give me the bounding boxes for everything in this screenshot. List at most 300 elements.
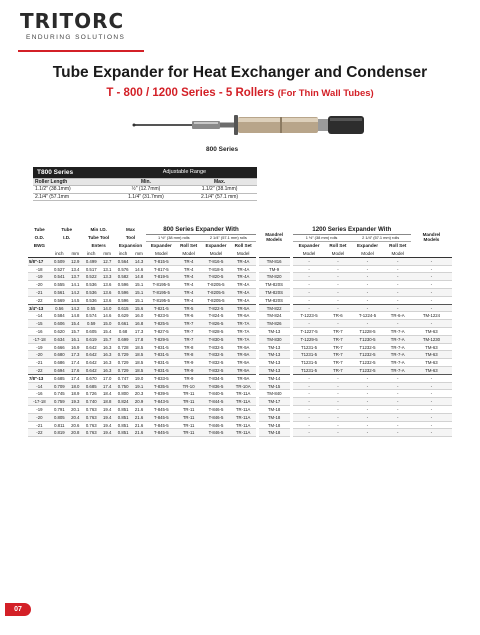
hdr-rollset: Roll Set <box>325 242 350 250</box>
table-cell: 14.6 <box>132 265 147 273</box>
table-cell: T-829-5 <box>146 335 176 343</box>
t800-title: T800 Series <box>33 167 110 178</box>
table-cell: 0.596 <box>115 281 132 289</box>
table-cell: TR-4 <box>176 257 201 265</box>
table-cell: - <box>350 390 384 398</box>
hdr-800-rolls-57: 2 1/4" (57.1 mm) rolls <box>201 234 257 242</box>
tube-expander-tool-image <box>130 112 370 138</box>
table-cell: - <box>385 296 411 304</box>
table-row <box>28 265 452 273</box>
table-cell: 0.634 <box>51 335 68 343</box>
table-cell: 0.582 <box>115 273 132 281</box>
table-cell: T-846-5 <box>201 406 231 414</box>
row-size-cell: -22 <box>28 367 51 375</box>
table-cell: 0.564 <box>115 257 132 265</box>
table-row <box>28 398 452 406</box>
table-cell: - <box>325 296 350 304</box>
table-cell: 0.709 <box>51 382 68 390</box>
table-row <box>28 359 452 367</box>
hdr-enters: Enters <box>83 242 115 250</box>
table-cell: TM-820S <box>257 289 291 297</box>
hdr-blank <box>257 250 291 258</box>
table-cell: TR-11 <box>176 429 201 437</box>
row-size-cell: -22 <box>28 296 51 304</box>
table-row <box>28 335 452 343</box>
table-cell: - <box>385 265 411 273</box>
table-cell: T-815-5 <box>146 257 176 265</box>
table-cell: - <box>411 296 452 304</box>
table-cell: 19.1 <box>132 382 147 390</box>
table-cell: 0.729 <box>115 367 132 375</box>
row-size-cell: -17-18 <box>28 398 51 406</box>
table-cell: - <box>291 296 325 304</box>
table-cell: - <box>325 406 350 414</box>
hdr-800-rolls-38: 1 ½" (38 mm) rolls <box>146 234 201 242</box>
table-cell: T-843-5 <box>146 398 176 406</box>
table-cell: TR-10 <box>176 382 201 390</box>
table-cell: T-8205-5 <box>201 281 231 289</box>
table-cell: - <box>291 304 325 312</box>
table-cell: - <box>350 265 384 273</box>
table-cell: T-820-5 <box>201 273 231 281</box>
table-cell: 16.3 <box>100 367 115 375</box>
table-cell: - <box>385 257 411 265</box>
table-row <box>28 328 452 336</box>
table-row <box>28 296 452 304</box>
table-cell: TR-7-A <box>385 367 411 375</box>
table-cell: TM-63 <box>411 328 452 336</box>
table-cell: T1231-5 <box>291 343 325 351</box>
table-cell: 0.670 <box>83 374 100 382</box>
table-cell: - <box>350 273 384 281</box>
hdr-expander: Expander <box>350 242 384 250</box>
table-cell: T-827-5 <box>146 328 176 336</box>
row-size-cell: -20 <box>28 351 51 359</box>
table-cell: 0.576 <box>115 265 132 273</box>
hdr-model: Model <box>350 250 384 258</box>
table-cell: - <box>350 304 384 312</box>
table-cell: T1232-5 <box>350 359 384 367</box>
table-cell: 18.5 <box>132 351 147 359</box>
row-size-cell: -21 <box>28 359 51 367</box>
table-cell: - <box>411 413 452 421</box>
table-cell: 20.6 <box>68 421 83 429</box>
table-cell: TM-18 <box>257 406 291 414</box>
table-cell: - <box>411 320 452 328</box>
table-cell: - <box>385 429 411 437</box>
table-cell: 13.7 <box>68 273 83 281</box>
hdr-800-group: 800 Series Expander With <box>146 225 257 234</box>
table-cell: T-822-5 <box>201 304 231 312</box>
table-cell: TM-820S <box>257 296 291 304</box>
table-cell: TR-4 <box>176 296 201 304</box>
row-size-cell: 3/4"-13 <box>28 304 51 312</box>
table-cell: - <box>385 413 411 421</box>
table-cell: 14.2 <box>68 304 83 312</box>
table-cell: 21.6 <box>132 413 147 421</box>
table-cell: TR-4A <box>231 281 257 289</box>
table-cell: 0.685 <box>83 382 100 390</box>
row-size-cell: -19 <box>28 273 51 281</box>
table-cell: TR-7 <box>176 328 201 336</box>
table-cell: 15.4 <box>100 328 115 336</box>
table-cell: TM-822 <box>257 304 291 312</box>
hdr-blank <box>411 250 452 258</box>
table-cell: - <box>325 413 350 421</box>
table-cell: 0.680 <box>51 351 68 359</box>
row-size-cell: -19 <box>28 343 51 351</box>
table-cell: - <box>350 296 384 304</box>
table-cell: 0.619 <box>83 335 100 343</box>
hdr-unit-inch: inch <box>83 250 100 258</box>
table-cell: 15.7 <box>68 328 83 336</box>
table-cell: T-8195-5 <box>146 289 176 297</box>
hdr-min-id: Min I.D. <box>83 225 115 234</box>
hdr-unit-inch: inch <box>115 250 132 258</box>
table-cell: 13.6 <box>100 296 115 304</box>
hdr-expander: Expander <box>146 242 176 250</box>
table-cell: 18.8 <box>100 398 115 406</box>
table-cell: TR-9 <box>176 374 201 382</box>
table-cell: 19.4 <box>100 406 115 414</box>
table-cell: 0.851 <box>115 421 132 429</box>
table-cell: 14.1 <box>68 281 83 289</box>
table-row <box>28 304 452 312</box>
table-cell: 0.750 <box>115 382 132 390</box>
table-cell: 13.6 <box>100 281 115 289</box>
hdr-expansion: Expansion <box>115 242 147 250</box>
table-cell: 0.747 <box>115 374 132 382</box>
table-cell: T-8205-5 <box>201 289 231 297</box>
table-cell: TR-11A <box>231 406 257 414</box>
table-cell: T-818-5 <box>201 265 231 273</box>
table-cell: 16.3 <box>100 351 115 359</box>
table-cell: 17.3 <box>132 328 147 336</box>
table-cell: 17.6 <box>68 367 83 375</box>
table-cell: 0.629 <box>115 312 132 320</box>
table-cell: T-846-5 <box>201 429 231 437</box>
table-cell: T-823-5 <box>146 312 176 320</box>
table-cell: 0.791 <box>51 406 68 414</box>
table-cell: - <box>411 382 452 390</box>
hdr-bwg: BWG <box>28 242 51 250</box>
table-cell: - <box>325 398 350 406</box>
table-cell: T-834-5 <box>201 374 231 382</box>
table-cell: 0.800 <box>115 390 132 398</box>
table-cell: T-831-5 <box>146 367 176 375</box>
table-cell: - <box>411 265 452 273</box>
table-cell: - <box>325 257 350 265</box>
t800-header-max: Max. <box>182 178 257 186</box>
table-cell: TM-18 <box>257 429 291 437</box>
table-cell: 16.0 <box>132 312 147 320</box>
hdr-model: Model <box>146 250 176 258</box>
row-size-cell: -21 <box>28 421 51 429</box>
hdr-blank <box>28 250 51 258</box>
row-size-cell: -15 <box>28 320 51 328</box>
table-cell: TR-11A <box>231 429 257 437</box>
hdr-tube-tool: Tube Tool <box>83 234 115 242</box>
table-cell: T-831-5 <box>146 359 176 367</box>
t800-range-table <box>33 167 257 201</box>
table-cell: TM-18 <box>257 413 291 421</box>
table-cell: TM-840 <box>257 390 291 398</box>
table-cell: 13.4 <box>68 265 83 273</box>
row-size-cell: -20 <box>28 413 51 421</box>
table-cell: TR-7 <box>325 359 350 367</box>
table-cell: 0.819 <box>51 429 68 437</box>
table-cell: 0.596 <box>115 296 132 304</box>
brand-logo <box>20 10 142 50</box>
table-cell: - <box>325 429 350 437</box>
table-cell: 0.763 <box>83 406 100 414</box>
table-cell: 0.561 <box>51 289 68 297</box>
table-cell: 0.811 <box>51 421 68 429</box>
table-cell: 0.661 <box>115 320 132 328</box>
table-cell: T1228-5 <box>350 328 384 336</box>
table-cell: TR-4 <box>176 273 201 281</box>
subtitle-series: T - 800 / 1200 Series - 5 Rollers <box>106 87 275 99</box>
table-row <box>28 367 452 375</box>
hdr-model: Model <box>291 250 325 258</box>
table-cell: TR-11A <box>231 421 257 429</box>
table-row <box>28 273 452 281</box>
table-cell: T-830-5 <box>201 335 231 343</box>
table-cell: 18.5 <box>132 367 147 375</box>
hdr-1200-rolls-57: 2 1/4" (57.1 mm) rolls <box>350 234 410 242</box>
table-cell: T-816-5 <box>201 257 231 265</box>
table-cell: 0.584 <box>51 312 68 320</box>
table-row <box>28 390 452 398</box>
hdr-mandrel-label: Mandrel <box>422 232 441 238</box>
subtitle-note: (For Thin Wall Tubes) <box>277 88 374 99</box>
table-cell: 0.745 <box>51 390 68 398</box>
table-cell: 0.851 <box>115 413 132 421</box>
hdr-model: Model <box>176 250 201 258</box>
table-cell: TM-13 <box>257 351 291 359</box>
table-cell: 0.517 <box>83 265 100 273</box>
table-cell: 20.3 <box>132 390 147 398</box>
hdr-model: Model <box>325 250 350 258</box>
table-cell: TM-15 <box>257 382 291 390</box>
table-cell: 18.9 <box>68 390 83 398</box>
table-cell: 21.6 <box>132 421 147 429</box>
table-cell: 13.3 <box>100 273 115 281</box>
table-cell: TM-826 <box>257 320 291 328</box>
table-cell: TR-11 <box>176 406 201 414</box>
table-cell: T-835-5 <box>146 382 176 390</box>
table-cell: 15.7 <box>100 335 115 343</box>
table-cell: 0.555 <box>51 281 68 289</box>
table-cell: T1232-5 <box>350 351 384 359</box>
table-cell: - <box>291 320 325 328</box>
row-size-cell: 5/8"-17 <box>28 257 51 265</box>
table-cell: TR-7 <box>325 335 350 343</box>
table-cell: TR-5A <box>231 304 257 312</box>
table-cell: - <box>291 382 325 390</box>
table-row <box>28 281 452 289</box>
table-cell: T-8205-5 <box>201 296 231 304</box>
table-cell: T-832-5 <box>201 343 231 351</box>
table-cell: 0.522 <box>83 273 100 281</box>
table-cell: - <box>350 281 384 289</box>
hdr-tool: Tool <box>115 234 147 242</box>
table-cell: T-839-5 <box>146 390 176 398</box>
table-cell: TM-63 <box>411 343 452 351</box>
hdr-models-label: Models <box>266 237 283 243</box>
table-cell: 14.2 <box>68 289 83 297</box>
table-cell: 17.4 <box>100 382 115 390</box>
table-cell: TM-63 <box>411 359 452 367</box>
table-cell: 14.6 <box>100 312 115 320</box>
table-cell: TR-4 <box>176 281 201 289</box>
hdr-mandrel-1200 <box>411 225 452 250</box>
table-cell: TR-6-A <box>385 312 411 320</box>
table-cell: 16.8 <box>132 320 147 328</box>
table-cell: T1231-5 <box>291 351 325 359</box>
table-cell: T-1223-5 <box>291 312 325 320</box>
table-cell: 0.615 <box>115 304 132 312</box>
t800-header-min: Min. <box>110 178 182 186</box>
table-cell: TR-11A <box>231 413 257 421</box>
t800-cell: 2.1/4" (57.1mm <box>33 193 110 201</box>
table-cell: 0.642 <box>83 359 100 367</box>
table-cell: TM-13 <box>257 343 291 351</box>
table-cell: 15.1 <box>132 281 147 289</box>
table-cell: 0.499 <box>83 257 100 265</box>
table-cell: T-840-5 <box>201 390 231 398</box>
page-number: 07 <box>5 603 31 616</box>
table-cell: - <box>385 289 411 297</box>
table-cell: 14.8 <box>68 312 83 320</box>
table-cell: - <box>350 289 384 297</box>
table-cell: TR-7A <box>231 335 257 343</box>
table-cell: 20.1 <box>68 406 83 414</box>
row-size-cell: -16 <box>28 390 51 398</box>
table-cell: TR-9A <box>231 343 257 351</box>
table-cell: - <box>325 273 350 281</box>
table-cell: 18.5 <box>132 343 147 351</box>
table-cell: TM-13 <box>257 367 291 375</box>
table-cell: T1231-5 <box>291 359 325 367</box>
table-cell: T1232-5 <box>350 343 384 351</box>
table-cell: 0.824 <box>115 398 132 406</box>
table-cell: - <box>325 281 350 289</box>
row-size-cell: -16 <box>28 328 51 336</box>
table-cell: 14.3 <box>132 257 147 265</box>
table-cell: 21.6 <box>132 429 147 437</box>
table-cell: - <box>385 406 411 414</box>
table-cell: TR-11 <box>176 413 201 421</box>
hdr-model: Model <box>231 250 257 258</box>
table-cell: 0.685 <box>51 374 68 382</box>
table-row <box>28 421 452 429</box>
table-cell: - <box>291 429 325 437</box>
row-size-cell: -14 <box>28 382 51 390</box>
table-cell: TM-820S <box>257 281 291 289</box>
hdr-1200-group: 1200 Series Expander With <box>291 225 411 234</box>
table-cell: 16.3 <box>100 343 115 351</box>
table-cell: T1231-5 <box>291 367 325 375</box>
table-cell: 13.6 <box>100 289 115 297</box>
table-cell: T-832-5 <box>201 359 231 367</box>
table-cell: 0.541 <box>51 273 68 281</box>
table-cell: - <box>385 382 411 390</box>
table-cell: - <box>291 265 325 273</box>
brand-tagline: ENDURING SOLUTIONS <box>26 34 126 41</box>
table-cell: TM-13 <box>257 359 291 367</box>
table-cell: 0.59 <box>83 320 100 328</box>
table-cell: TM-816 <box>257 257 291 265</box>
table-cell: - <box>291 413 325 421</box>
table-cell: - <box>385 320 411 328</box>
table-cell: TM-820 <box>257 273 291 281</box>
table-cell: 0.536 <box>83 296 100 304</box>
table-cell: 18.0 <box>68 382 83 390</box>
table-cell: 18.4 <box>100 390 115 398</box>
hdr-unit-mm: mm <box>100 250 115 258</box>
table-cell: 0.606 <box>51 320 68 328</box>
table-cell: 15.0 <box>100 320 115 328</box>
table-cell: - <box>291 289 325 297</box>
hdr-unit-mm: mm <box>68 250 83 258</box>
table-cell: 17.0 <box>100 374 115 382</box>
table-cell: 0.642 <box>83 367 100 375</box>
table-row <box>28 257 452 265</box>
t800-cell: 1.1/4" (31.7mm) <box>110 193 182 201</box>
table-cell: TR-7-A <box>385 351 411 359</box>
table-cell: 0.699 <box>115 335 132 343</box>
table-cell: T-845-5 <box>146 421 176 429</box>
table-cell: TM-830 <box>257 335 291 343</box>
table-cell: TR-7 <box>176 335 201 343</box>
table-row <box>28 413 452 421</box>
table-cell: T-836-5 <box>201 382 231 390</box>
table-cell: TR-4A <box>231 289 257 297</box>
table-cell: T-8195-5 <box>146 281 176 289</box>
table-cell: - <box>291 273 325 281</box>
table-cell: 0.509 <box>51 257 68 265</box>
table-cell: 16.1 <box>68 335 83 343</box>
t800-cell: ½" (12.7mm) <box>110 186 182 194</box>
table-cell: - <box>325 390 350 398</box>
table-cell: 20.4 <box>68 413 83 421</box>
table-cell: TR-4 <box>176 289 201 297</box>
table-cell: - <box>325 289 350 297</box>
table-cell: 0.729 <box>115 351 132 359</box>
table-cell: - <box>411 281 452 289</box>
table-cell: T-845-5 <box>146 413 176 421</box>
table-cell: TR-9A <box>231 359 257 367</box>
table-cell: - <box>350 374 384 382</box>
brand-name: TRITORC <box>20 9 125 33</box>
table-cell: T-8195-5 <box>146 296 176 304</box>
hdr-models-label: Models <box>423 237 440 243</box>
table-cell: TM-14 <box>257 374 291 382</box>
table-cell: - <box>411 289 452 297</box>
table-cell: TR-7A <box>231 320 257 328</box>
table-cell: 20.9 <box>132 398 147 406</box>
table-cell: - <box>411 429 452 437</box>
table-row <box>28 289 452 297</box>
table-cell: 0.763 <box>83 413 100 421</box>
table-cell: TR-11 <box>176 421 201 429</box>
hdr-model: Model <box>201 250 231 258</box>
table-cell: TR-4 <box>176 265 201 273</box>
table-cell: 0.569 <box>51 296 68 304</box>
table-cell: 16.3 <box>100 359 115 367</box>
table-cell: TR-6A <box>231 312 257 320</box>
